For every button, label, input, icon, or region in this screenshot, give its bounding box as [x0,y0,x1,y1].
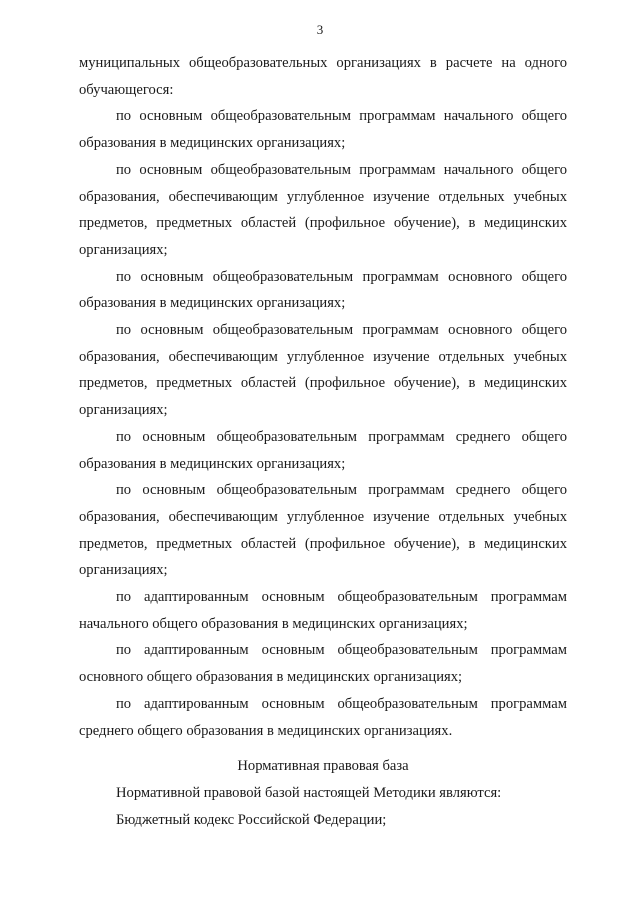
page-number: 3 [316,22,324,37]
list-item-basic-advanced-medical: по основным общеобразовательным программам основного общего образования, обеспечивающим углубленное изучение отдельных учебных предметов, предметных областей (профильное обучение), в медицинских организациях; [79,322,567,419]
list-item-secondary-advanced-medical: по основным общеобразовательным программам среднего общего образования, обеспечивающим углубленное изучение отдельных учебных предметов, предметных областей (профильное обучение), в медицинских организациях; [79,482,567,579]
section-heading: Нормативная правовая база [237,758,409,775]
paragraph-intro-continuation: муниципальных общеобразовательных организациях в расчете на одного обучающегося: [79,55,567,98]
list-item-secondary-medical: по основным общеобразовательным программам среднего общего образования в медицинских организациях; [79,428,567,472]
list-item-primary-medical: по основным общеобразовательным программам начального общего образования в медицинских организациях; [79,108,567,152]
list-item-adapted-primary-medical: по адаптированным основным общеобразовательным программам начального общего образования в медицинских организациях; [79,589,567,632]
list-item-adapted-basic-medical: по адаптированным основным общеобразовательным программам основного общего образования в медицинских организациях; [79,642,567,686]
document-body [79,50,567,833]
section-item-budget-code: Бюджетный кодекс Российской Федерации; [116,811,387,828]
list-item-basic-medical: по основным общеобразовательным программам основного общего образования в медицинских организациях; [79,268,567,312]
list-item-primary-advanced-medical: по основным общеобразовательным программам начального общего образования, обеспечивающим углубленное изучение отдельных учебных предметов, предметных областей (профильное обучение), в медицинских организациях; [79,161,567,258]
section-intro: Нормативной правовой базой настоящей Методики являются: [116,784,502,801]
list-item-adapted-secondary-medical: по адаптированным основным общеобразовательным программам среднего общего образования в медицинских организациях. [79,695,567,739]
